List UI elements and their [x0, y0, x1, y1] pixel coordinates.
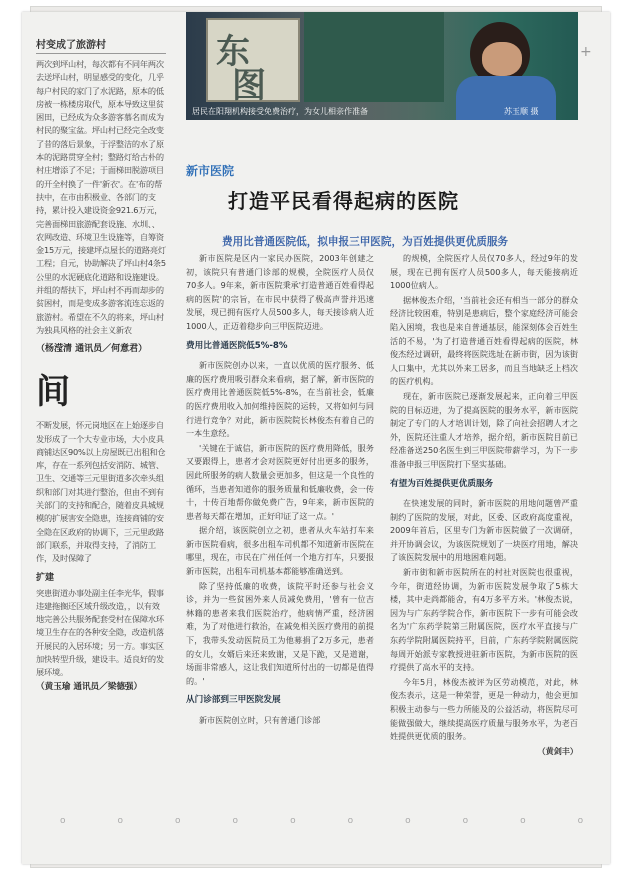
- binding-mark: +: [580, 44, 592, 60]
- footer-mark: o: [347, 816, 354, 826]
- article-paragraph: 现在，新市医院已逐渐发展起来，正向着三甲医院的目标迈进，为了提高医院的服务水平，新市医院制定了专门的人才培训计划，除了向社会招聘人才之外，医院还注重人才培养，据介绍，新市医院目前已经准备送250名医生到三甲医院带薪学习，为下一步准备申报三甲医院打下坚实基础。: [390, 390, 578, 469]
- article-paragraph: '关键在于诚信，新市医院的医疗费用降低，服务又要跟得上，患者才会对医院更好付出更多的服务，因此所服务的病人数量会更加多，但这是一个良性的循环，当患者知道你的服务质量和低廉收费，会一传十，十传百地帮你做免费广告，9年来，新市医院的患者每天都在增加，正好印证了这一点。': [186, 442, 374, 521]
- article-paragraph: 今年5月，林俊杰被评为区劳动模范，对此，林俊杰表示，这是一种荣誉，更是一种动力，他会更加积极主动参与一些力所能及的公益活动，将医院尽可能做强做大，继续提高医疗质量与服务水平，为老百姓提供更优质的服务。: [390, 676, 578, 742]
- footer-mark: o: [175, 816, 181, 826]
- article-subheading: 费用比普通医院低5%-8%: [186, 340, 288, 351]
- article-paragraph: 新市医院创立时，只有普通门诊部: [198, 715, 321, 725]
- article-paragraph: 新市医院是区内一家民办医院，2003年创建之初，该院只有普通门诊部的规模，全院医疗人员仅70多人。9年来，新市医院秉承'打造普通百姓看得起病的医院'的宗旨，在市民中获得了极高声誉并迅速发展，现已拥有医疗人员500多人，每天接诊病人近1000人，正迈着稳步向三甲医院迈进。: [186, 253, 374, 331]
- footer-mark: o: [232, 816, 239, 826]
- photo-caption: 居民在阳翔机构接受免费治疗，为女儿相亲作准备: [192, 107, 368, 116]
- article-paragraph: 新市医院创办以来，一直以优质的医疗服务、低廉的医疗费用吸引群众来看病，据了解，新市医院的医疗费用比普通医院低5%-8%，在当前社会，低廉的医疗费用收入加何维持医院的运转，又将如何与同行进行竞争？对此，新市医院院长林俊杰有着自己的一本生意经。: [186, 360, 374, 439]
- photo-person-face: [482, 42, 522, 76]
- article-paragraph: 据介绍，该医院创立之初，患者从火车站打车来新市医院看病，很多出租车司机都不知道新市医院在哪里，现在，市民在广州任何一个地方打车，只要报新市医院，出租车司机基本都能够准确送到。: [186, 525, 374, 577]
- left-body-text-3: 突患街道办事处副主任李光华，假事违建拖搁还区域升级改造，，以有效地完善公共服务配套受村在保障水环境卫生存在的各种安全隐，改造机落开展民的入居环境；另一方。事实区加快转型升级，建设丰。适良好的发展环境。: [36, 587, 164, 678]
- footer-mark: o: [462, 816, 469, 826]
- left-body-text-2: 不断发展，怀元岗地区在上始逐步自发形成了一个大专业市场，大小皮具商铺达区90%以上房屋既已出租和仓库，存在一系列包括安消防、城管、卫生、交通等三元里街道多次牵头组织和部门对其进行整治，但由不到有关部门的支持和配合，随着皮具城规模的扩展害安全隐患，连接商铺的安全隐在区政府的协调下，三元里政路部门联系，并取得支持，了消防工作，及时保障了: [36, 420, 166, 564]
- footer-mark: o: [577, 816, 584, 826]
- photo-credit: 苏玉顺 摄: [504, 107, 539, 116]
- article-headline: 打造平民看得起病的医院: [228, 189, 459, 213]
- photo-signboard: 东 图: [206, 18, 300, 102]
- article-paragraph: 除了坚持低廉的收费，该院平时还参与社会义诊，并为一些贫困外来人员减免费用，'曾有一位吉林籍的患者来我们医院治疗，他病情严重，经济困难，为了对他进行救治，在减免相关医疗费用的前提下，我带头发动医院员工为他募捐了2万多元，患者的女儿，女婿后来还来致谢，又是下跪，又是道谢，场面非常感人，这让我们知道所付出的一切都是值得的。': [186, 580, 374, 686]
- footer-mark: o: [117, 816, 124, 826]
- article-byline: （黄剑丰）: [537, 745, 578, 756]
- footer-mark: o: [290, 816, 296, 826]
- article-column-1: [186, 252, 374, 759]
- article-header: [186, 162, 578, 249]
- news-photo: [186, 12, 578, 120]
- article-body: [186, 252, 578, 759]
- left-byline-2: （黄玉瑜 通讯员／梁德强）: [36, 681, 143, 692]
- page-footer-marks: [60, 816, 600, 836]
- footer-mark: o: [405, 816, 411, 826]
- article-deck: 费用比普通医院低，拟申报三甲医院，为百姓提供更优质服务: [222, 236, 509, 248]
- article-paragraph: 据林俊杰介绍，'当前社会还有相当一部分的群众经济比较困难，特别是患病后，整个家庭经济可能会陷入困境，我也是来自普通基层，能深刻体会百姓生活的不易，'为了打造普通百姓看得起病的医院，林俊杰经过调研，最终将医院选址在新市街，因为该街人口集中，尤其以外来工居多，而且当地缺乏上档次的医疗机构。: [390, 294, 578, 387]
- left-heading: 村变成了旅游村: [36, 36, 166, 54]
- article-paragraph: 的规模，全院医疗人员仅70多人，经过9年的发展，现在已拥有医疗人员500多人，每天能接病近1000位病人。: [390, 253, 578, 291]
- article-subheading: 有望为百姓提供更优质服务: [390, 478, 494, 489]
- article-paragraph: 在快速发展的同时，新市医院的用地问题曾严重制约了医院的发展，对此，区委、区政府高度重视，2009年首后，区里专门为新市医院做了一次调研，并开协调会议，为该医院规划了一块医疗用地，解决了该医院发展中的用地困难问题。: [390, 498, 578, 563]
- left-body-text: 两次到坪山村，每次都有不同年两次去送坪山村，明显感受的变化，几乎每户村民的家门了水泥路，原本的低房被一栋楼房取代，原本导致这里贫困田，已经成为众多游客慕名而成为村民的聚宝盆。坪山村已经完全改变了昔的落后景象，于浮整洁的水了原本的泥路贯穿全村；整路灯给古朴的村庄增添了不足；于面梯田脱游项目的开全村换了一件'新衣'。在'布的帮扶中，在市由积极业、各部门的支持，累计投入建设资金921.6万元，完善面梯田旅游配套设施、水圳、、农网改造、环境卫生设施等，自筹资金15万元，接建坪点屋长的道路亮灯工程；自元，协助解决了坪山村4条5公里的水泥硬底化道路和设施建设。并组的帮扶下，坪山村不再而却步的贫困村，而是变成多游客流连忘返的旅游村。希望在不久的将来，坪山村为独具风格的社会主义新农: [36, 59, 166, 335]
- photo-board: [304, 12, 444, 102]
- footer-mark: o: [60, 816, 66, 826]
- article-paragraph: 新市街和新市医院所在的村社对医院也很重视，今年，街道经协调，为新市医院发展争取了5栋大楼，其中走尚都能舍，有4万多平方米。'林俊杰说，因为与广东药学院合作，新市医院下一步有可能会改名为'广东药学院第三附属医院，医疗水平直接与广东药学院附属医院持平，目前，广东药学院附属医院每周开始派专家教授进驻新市医院，为新市医院的医疗提供了高水平的支持。: [390, 567, 578, 673]
- article-kicker: 新市医院: [186, 164, 235, 178]
- left-subheading: 扩建: [36, 572, 55, 583]
- left-byline: （杨滢清 通讯员／何意君）: [36, 344, 148, 355]
- left-column: [36, 36, 166, 816]
- article-subheading: 从门诊部到三甲医院发展: [186, 695, 281, 706]
- left-big-headline-char: 间: [36, 372, 70, 413]
- footer-mark: o: [520, 816, 526, 826]
- article-column-2: [390, 252, 578, 759]
